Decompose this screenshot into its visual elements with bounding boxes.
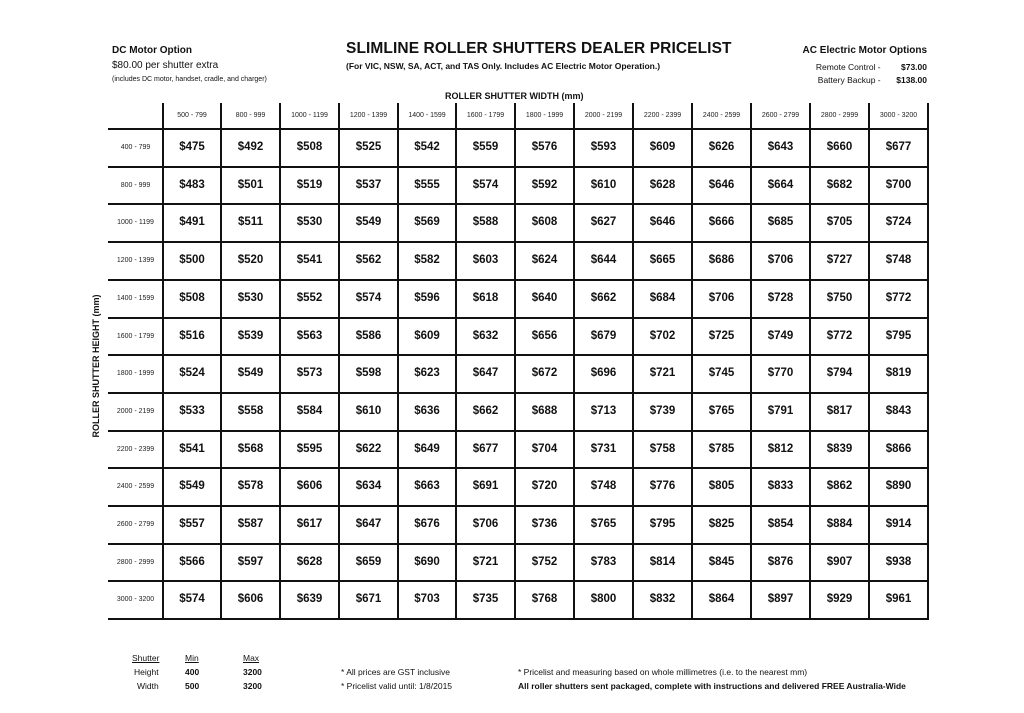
price-cell: $610 — [590, 178, 617, 191]
price-cell: $728 — [767, 291, 794, 304]
price-cell: $624 — [531, 254, 558, 267]
price-cell: $656 — [531, 329, 558, 342]
price-cell: $765 — [708, 404, 735, 417]
height-range-header: 2400 - 2599 — [116, 483, 155, 491]
price-cell: $748 — [885, 254, 912, 267]
price-cell: $724 — [885, 216, 912, 229]
price-cell: $772 — [885, 291, 912, 304]
price-cell: $609 — [649, 141, 676, 153]
price-cell: $703 — [414, 593, 440, 606]
note-gst: * All prices are GST inclusive — [341, 667, 450, 677]
price-cell: $812 — [767, 442, 794, 455]
price-cell: $639 — [296, 593, 323, 606]
price-cell: $750 — [826, 291, 853, 304]
price-cell: $533 — [179, 404, 205, 417]
price-cell: $628 — [649, 178, 676, 191]
ac-option-price: $138.00 — [896, 75, 927, 85]
price-cell: $563 — [296, 329, 323, 342]
price-cell: $688 — [531, 404, 558, 417]
price-cell: $530 — [296, 216, 323, 229]
price-cell: $677 — [472, 442, 499, 455]
price-cell: $643 — [767, 141, 794, 153]
dc-motor-price: $80.00 per shutter extra — [112, 60, 219, 71]
width-range-header: 1600 - 1799 — [466, 112, 505, 119]
price-cell: $702 — [649, 329, 676, 342]
limits-width-label: Width — [137, 681, 159, 691]
price-cell: $558 — [237, 404, 264, 417]
price-cell: $603 — [472, 254, 499, 267]
price-cell: $646 — [649, 216, 676, 229]
price-cell: $854 — [767, 518, 794, 530]
price-cell: $676 — [414, 518, 440, 530]
price-cell: $622 — [355, 442, 382, 455]
price-cell: $706 — [472, 518, 499, 530]
price-cell: $705 — [826, 216, 853, 229]
price-cell: $596 — [414, 291, 440, 304]
price-cell: $568 — [237, 442, 264, 455]
price-cell: $582 — [414, 254, 440, 267]
price-cell: $539 — [237, 329, 264, 342]
price-cell: $825 — [708, 518, 735, 530]
width-axis-label: ROLLER SHUTTER WIDTH (mm) — [445, 91, 584, 101]
price-cell: $552 — [296, 291, 323, 304]
price-cell: $573 — [296, 367, 323, 380]
price-cell: $574 — [472, 178, 499, 191]
limits-height-min: 400 — [185, 667, 200, 677]
price-cell: $584 — [296, 404, 323, 417]
price-cell: $606 — [237, 593, 264, 606]
price-cell: $700 — [885, 178, 912, 191]
width-range-header: 2000 - 2199 — [584, 112, 623, 119]
price-cell: $609 — [414, 329, 440, 342]
price-cell: $907 — [826, 555, 853, 568]
price-cell: $745 — [708, 367, 735, 380]
limits-header-shutter: Shutter — [132, 653, 160, 663]
price-cell: $727 — [826, 254, 853, 267]
price-cell: $549 — [237, 367, 264, 380]
height-range-header: 3000 - 3200 — [116, 596, 155, 604]
price-cell: $721 — [649, 367, 676, 380]
price-cell: $586 — [355, 329, 382, 342]
price-cell: $588 — [472, 216, 499, 229]
price-cell: $492 — [237, 141, 264, 153]
price-cell: $574 — [355, 291, 382, 304]
price-cell: $508 — [296, 141, 323, 153]
price-cell: $736 — [531, 518, 558, 530]
price-cell: $862 — [826, 480, 853, 493]
price-cell: $770 — [767, 367, 794, 380]
price-cell: $783 — [590, 555, 617, 568]
price-cell: $520 — [237, 254, 264, 267]
price-cell: $721 — [472, 555, 499, 568]
price-cell: $679 — [590, 329, 617, 342]
price-cell: $537 — [355, 178, 382, 191]
price-cell: $598 — [355, 367, 382, 380]
height-range-header: 1200 - 1399 — [116, 257, 155, 265]
price-cell: $626 — [708, 141, 735, 153]
price-cell: $593 — [590, 141, 617, 153]
price-cell: $483 — [179, 178, 205, 191]
width-range-header: 1000 - 1199 — [291, 112, 328, 119]
price-cell: $725 — [708, 329, 735, 342]
price-cell: $768 — [531, 593, 558, 606]
price-cell: $706 — [708, 291, 735, 304]
price-cell: $475 — [179, 141, 205, 153]
price-cell: $845 — [708, 555, 735, 568]
price-cell: $606 — [296, 480, 323, 493]
price-cell: $914 — [885, 518, 912, 530]
limits-header-min: Min — [185, 653, 199, 663]
price-cell: $662 — [472, 404, 499, 417]
price-cell: $685 — [767, 216, 794, 229]
price-cell: $748 — [590, 480, 617, 493]
price-cell: $627 — [590, 216, 617, 229]
price-cell: $758 — [649, 442, 676, 455]
price-cell: $508 — [179, 291, 205, 304]
price-cell: $530 — [237, 291, 264, 304]
price-cell: $557 — [179, 518, 205, 530]
limits-header-max: Max — [243, 653, 260, 663]
height-range-header: 800 - 999 — [120, 181, 151, 189]
limits-width-min: 500 — [185, 681, 200, 691]
width-range-header: 2800 - 2999 — [820, 112, 859, 119]
height-range-header: 2200 - 2399 — [116, 445, 155, 453]
width-range-header: 3000 - 3200 — [879, 112, 918, 119]
price-cell: $662 — [590, 291, 617, 304]
height-range-header: 400 - 799 — [120, 144, 151, 151]
price-cell: $866 — [885, 442, 912, 455]
price-cell: $713 — [590, 404, 617, 417]
price-cell: $659 — [355, 555, 382, 568]
price-cell: $555 — [414, 178, 440, 191]
width-range-header: 1800 - 1999 — [525, 112, 564, 119]
price-cell: $772 — [826, 329, 853, 342]
note-valid-until: * Pricelist valid until: 1/8/2015 — [341, 681, 453, 691]
price-cell: $628 — [296, 555, 323, 568]
price-cell: $524 — [179, 367, 205, 380]
price-cell: $549 — [355, 216, 382, 229]
width-range-header: 500 - 799 — [177, 112, 207, 119]
price-cell: $501 — [237, 178, 264, 191]
price-cell: $576 — [531, 141, 558, 153]
price-cell: $617 — [296, 518, 323, 530]
price-cell: $525 — [355, 141, 382, 153]
price-cell: $597 — [237, 555, 264, 568]
note-measuring: * Pricelist and measuring based on whole millimetres (i.e. to the nearest mm) — [518, 667, 808, 677]
price-cell: $805 — [708, 480, 735, 493]
height-range-header: 1400 - 1599 — [116, 294, 155, 302]
note-delivery: All roller shutters sent packaged, complete with instructions and delivered FREE Australia-Wide — [518, 681, 906, 691]
price-cell: $791 — [767, 404, 794, 417]
price-cell: $843 — [885, 404, 912, 417]
price-cell: $491 — [179, 216, 205, 229]
price-cell: $618 — [472, 291, 499, 304]
price-cell: $511 — [238, 216, 263, 229]
price-cell: $706 — [767, 254, 794, 267]
ac-option-price: $73.00 — [901, 62, 927, 72]
price-cell: $646 — [708, 178, 735, 191]
price-cell: $636 — [414, 404, 440, 417]
price-cell: $800 — [590, 593, 617, 606]
ac-option-label: Remote Control - — [815, 62, 881, 72]
price-cell: $884 — [826, 518, 853, 530]
page-subtitle: (For VIC, NSW, SA, ACT, and TAS Only. Includes AC Electric Motor Operation.) — [346, 61, 661, 71]
price-cell: $814 — [649, 555, 676, 568]
price-cell: $541 — [179, 442, 205, 455]
height-range-header: 1000 - 1199 — [117, 219, 154, 227]
price-cell: $595 — [296, 442, 323, 455]
price-cell: $731 — [590, 442, 617, 455]
price-cell: $578 — [237, 480, 264, 493]
height-range-header: 2600 - 2799 — [116, 521, 155, 528]
price-cell: $500 — [179, 254, 205, 267]
height-range-header: 1800 - 1999 — [116, 370, 155, 378]
price-cell: $562 — [355, 254, 382, 267]
price-cell: $623 — [414, 367, 440, 380]
price-cell: $739 — [649, 404, 676, 417]
price-cell: $566 — [179, 555, 205, 568]
price-cell: $587 — [237, 518, 264, 530]
price-cell: $839 — [826, 442, 853, 455]
price-cell: $795 — [649, 518, 676, 530]
price-cell: $640 — [531, 291, 558, 304]
price-cell: $574 — [179, 593, 205, 606]
ac-option-label: Battery Backup - — [817, 75, 881, 85]
price-cell: $559 — [472, 141, 499, 153]
height-range-header: 2800 - 2999 — [116, 558, 155, 566]
price-cell: $864 — [708, 593, 735, 606]
limits-height-max: 3200 — [243, 667, 262, 677]
width-range-header: 2600 - 2799 — [761, 112, 800, 119]
price-cell: $833 — [767, 480, 794, 493]
price-cell: $592 — [531, 178, 558, 191]
price-cell: $649 — [414, 442, 440, 455]
price-cell: $677 — [885, 141, 912, 153]
price-cell: $647 — [472, 367, 499, 380]
width-range-header: 2400 - 2599 — [702, 112, 741, 119]
price-cell: $569 — [414, 216, 440, 229]
price-cell: $634 — [355, 480, 382, 493]
price-cell: $938 — [885, 555, 912, 568]
price-cell: $542 — [414, 141, 440, 153]
price-cell: $516 — [179, 329, 205, 342]
price-cell: $929 — [826, 593, 853, 606]
price-cell: $672 — [531, 367, 558, 380]
limits-width-max: 3200 — [243, 681, 262, 691]
height-axis-label: ROLLER SHUTTER HEIGHT (mm) — [91, 294, 101, 438]
ac-motor-title: AC Electric Motor Options — [802, 45, 927, 56]
price-cell: $663 — [414, 480, 440, 493]
price-cell: $610 — [355, 404, 382, 417]
price-cell: $765 — [590, 518, 617, 530]
price-cell: $794 — [826, 367, 853, 380]
price-cell: $632 — [472, 329, 499, 342]
price-cell: $691 — [472, 480, 499, 493]
ac-option-remote — [816, 62, 927, 72]
price-cell: $735 — [472, 593, 499, 606]
price-cell: $519 — [296, 178, 323, 191]
price-cell: $660 — [826, 141, 853, 153]
price-cell: $890 — [885, 480, 912, 493]
price-cell: $665 — [649, 254, 676, 267]
price-cell: $785 — [708, 442, 735, 455]
dc-motor-title: DC Motor Option — [112, 45, 192, 56]
price-cell: $684 — [649, 291, 676, 304]
price-cell: $690 — [414, 555, 440, 568]
price-cell: $817 — [826, 404, 853, 417]
page-title: SLIMLINE ROLLER SHUTTERS DEALER PRICELIST — [346, 40, 732, 57]
price-cell: $795 — [885, 329, 912, 342]
price-cell: $664 — [767, 178, 794, 191]
price-cell: $696 — [590, 367, 617, 380]
price-cell: $961 — [885, 593, 912, 606]
price-cell: $644 — [590, 254, 617, 267]
price-cell: $682 — [826, 178, 853, 191]
price-cell: $671 — [355, 593, 382, 606]
price-cell: $749 — [767, 329, 794, 342]
price-cell: $876 — [767, 555, 794, 568]
width-range-header: 2200 - 2399 — [643, 112, 682, 119]
width-range-header: 1200 - 1399 — [349, 112, 388, 119]
price-cell: $647 — [355, 518, 382, 530]
width-range-header: 1400 - 1599 — [408, 112, 446, 119]
limits-height-label: Height — [134, 667, 159, 677]
price-cell: $608 — [531, 216, 558, 229]
dc-motor-note: (includes DC motor, handset, cradle, and charger) — [112, 76, 267, 83]
price-cell: $686 — [708, 254, 735, 267]
width-range-header: 800 - 999 — [235, 112, 266, 119]
price-cell: $704 — [531, 442, 558, 455]
price-cell: $666 — [708, 216, 735, 229]
ac-option-battery — [818, 75, 927, 85]
price-cell: $897 — [767, 593, 794, 606]
price-cell: $549 — [179, 480, 205, 493]
price-cell: $752 — [531, 555, 558, 568]
price-cell: $819 — [885, 367, 912, 380]
price-cell: $832 — [649, 593, 676, 606]
price-cell: $720 — [531, 480, 558, 493]
height-range-header: 1600 - 1799 — [116, 332, 155, 340]
height-range-header: 2000 - 2199 — [116, 407, 155, 415]
price-cell: $776 — [649, 480, 676, 493]
price-cell: $541 — [296, 254, 323, 267]
